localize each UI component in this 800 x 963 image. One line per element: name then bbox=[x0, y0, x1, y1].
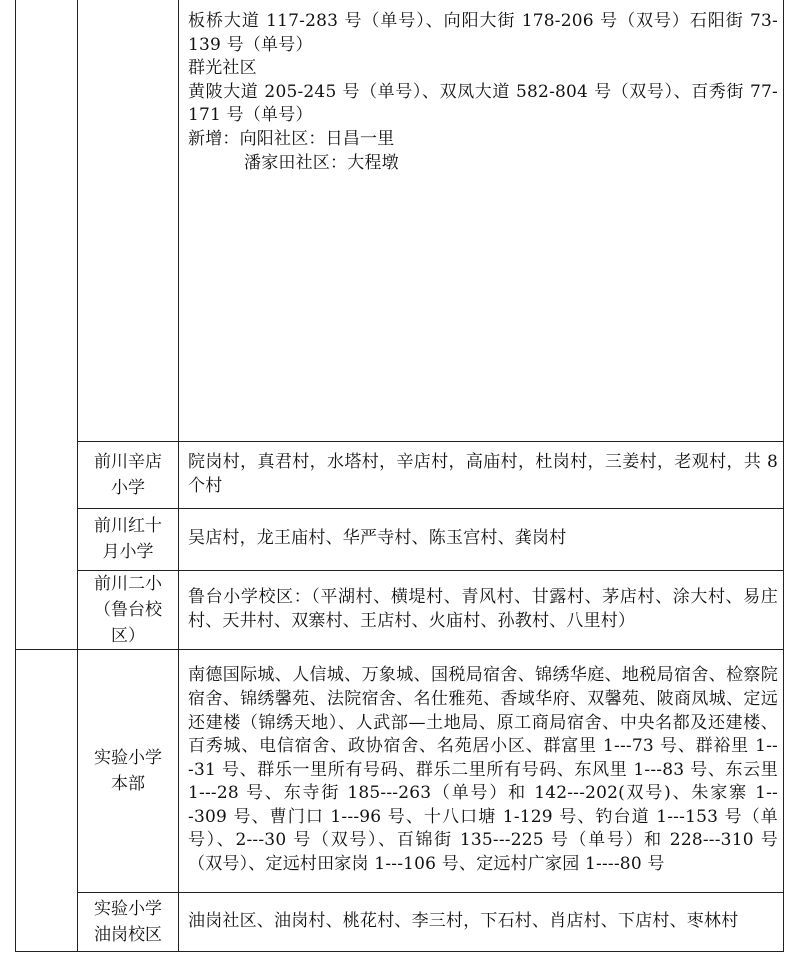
table-row bbox=[16, 441, 784, 508]
table-row bbox=[16, 649, 784, 892]
area-cell: 南德国际城、人信城、万象城、国税局宿舍、锦绣华庭、地税局宿舍、检察院宿舍、锦绣馨苑、法院宿舍、名仕雅苑、香域华府、双馨苑、陂商凤城、定远还建楼（锦绣天地）、人武部—土地局、原工商局宿舍、中央名都及还建楼、百秀城、电信宿舍、政协宿舍、名苑居小区、群富里 1---73 号、群裕里 1---31 号、群乐一里所有号码、群乐二里所有号码、东风里 1---83 号、东云里 1---28 号、东寺街 185---263（单号）和 142---202(双号)、朱家寨 1---309 号、曹门口 1---96 号、十八口塘 1-129 号、钓台道 1---153 号（单号）、2---30 号（双号）、百锦街 135---225 号（单号）和 228---310 号（双号）、定远村田家岗 1---106 号、定远村广家园 1----80 号 bbox=[179, 649, 784, 892]
school-name-cell: 实验小学油岗校区 bbox=[78, 892, 179, 951]
area-line: 板桥大道 117-283 号（单号）、向阳大街 178-206 号（双号）石阳街 73-139 号（单号） bbox=[188, 11, 778, 55]
area-cell: 院岗村，真君村，水塔村，辛店村，高庙村，杜岗村，三姜村，老观村，共 8 个村 bbox=[179, 441, 784, 508]
school-name-cell: 实验小学本部 bbox=[78, 649, 179, 892]
school-name-cell: 前川红十月小学 bbox=[78, 508, 179, 570]
area-line: 黄陂大道 205-245 号（单号）、双凤大道 582-804 号（双号）、百秀街 77-171 号（单号） bbox=[188, 81, 778, 126]
school-name-cell bbox=[78, 0, 179, 441]
district-cell bbox=[16, 0, 78, 649]
school-district-table bbox=[15, 0, 784, 952]
table-row bbox=[16, 0, 784, 441]
school-name-cell: 前川二小（鲁台校区） bbox=[78, 570, 179, 649]
table-row bbox=[16, 892, 784, 951]
table-row bbox=[16, 508, 784, 570]
table-row bbox=[16, 570, 784, 649]
district-cell bbox=[16, 649, 78, 951]
area-line: 群光社区 bbox=[188, 58, 257, 79]
area-cell: 油岗社区、油岗村、桃花村、李三村，下石村、肖店村、下店村、枣林村 bbox=[179, 892, 784, 951]
area-cell bbox=[179, 0, 784, 441]
area-line: 潘家田社区：大程墩 bbox=[244, 152, 399, 173]
area-cell: 鲁台小学校区：（平湖村、横堤村、青风村、甘露村、茅店村、涂大村、易庄村、天井村、双寨村、王店村、火庙村、孙教村、八里村） bbox=[179, 570, 784, 649]
school-name-cell: 前川辛店小学 bbox=[78, 441, 179, 508]
area-cell: 吴店村，龙王庙村、华严寺村、陈玉宫村、龚岗村 bbox=[179, 508, 784, 570]
area-line: 新增：向阳社区：日昌一里 bbox=[188, 128, 395, 149]
